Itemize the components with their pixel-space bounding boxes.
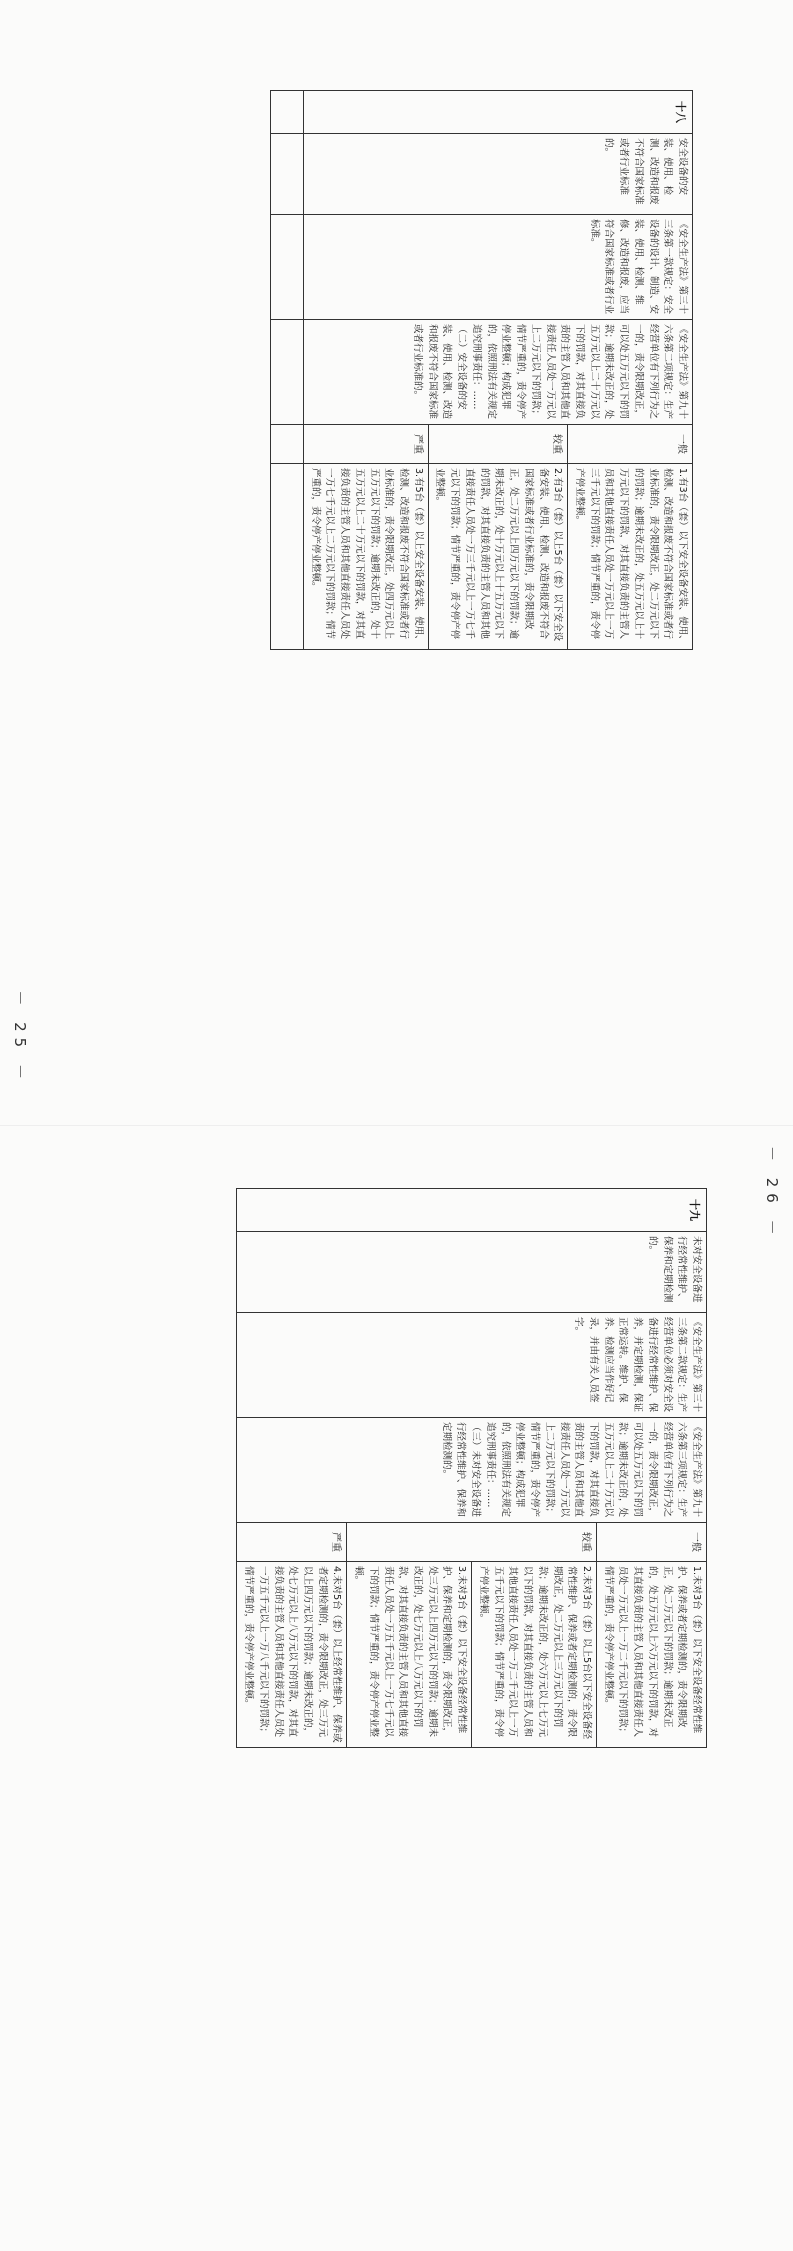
blank-table-row xyxy=(271,91,304,650)
rotated-page-content xyxy=(0,1126,793,2251)
legal-basis: 《安全生产法》第三十三条第一款规定：安全设备的设计、制造、安装、使用、检测、维修、改造和报废，应当符合国家标准或者行业标准。 xyxy=(304,215,693,320)
penalty-table xyxy=(236,1188,707,1748)
page-number: － 25 － xyxy=(11,990,29,1085)
document-page-26 xyxy=(0,1125,793,2251)
penalty-standard: 3.未对3台（套）以下安全设备经常性维护、保养和定期检测的，责令限期改正，处三万元以上四万元以下的罚款；逾期未改正的，处七万元以上八万元以下的罚款，对其直接负责的主管人员和其他直接责任人员处一万五千元以上一万七千元以下的罚款；情节严重的，责令停产停业整顿。 xyxy=(347,1562,472,1748)
rotated-page-content xyxy=(0,0,793,1125)
penalty-provision: 《安全生产法》第九十六条第三项规定：生产经营单位有下列行为之一的，责令限期改正，可以处五万元以下的罚款；逾期未改正的，处五万元以上二十万元以下的罚款，对其直接负责的主管人员和其他直接责任人员处一万元以上二万元以下的罚款；情节严重的，责令停产停业整顿；构成犯罪的，依照刑法有关规定追究刑事责任：……（三）未对安全设备进行经常性维护、保养和定期检测的。 xyxy=(237,1418,707,1523)
penalty-standard: 2.未对3台（套）以上5台以下安全设备经常性维护、保养或者定期检测的，责令限期改正，处二万元以上三万元以下的罚款；逾期未改正的，处六万元以上七万元以下的罚款，对其直接负责的主管人员和其他直接责任人员处一万二千元以上一万五千元以下的罚款；情节严重的，责令停产停业整顿。 xyxy=(472,1562,597,1748)
row-number: 十九 xyxy=(237,1189,707,1232)
penalty-standard: 1.未对3台（套）以下安全设备经常性维护、保养或者定期检测的，责令限期改正，处二万元以下的罚款；逾期未改正的，处五万元以上六万元以下的罚款，对其直接负责的主管人员和其他直接责任人员处一万元以上一万二千元以下的罚款；情节严重的，责令停产停业整顿。 xyxy=(596,1562,706,1748)
severity-level: 较重 xyxy=(347,1523,597,1562)
penalty-standard: 2.有3台（套）以上5台（套）以下安全设备安装、使用、检测、改造和报废不符合国家标准或者行业标准的，责令限期改正，处二万元以上四万元以下的罚款；逾期未改正的，处十万元以上十五万元以下的罚款，对其直接负责的主管人员和其他直接责任人员处一万三千元以上一万七千元以下的罚款；情节严重的，责令停产停业整顿。 xyxy=(428,464,567,650)
penalty-standard: 1.有3台（套）以下安全设备安装、使用、检测、改造和报废不符合国家标准或者行业标准的，责令限期改正，处二万元以下的罚款；逾期未改正的，处五万元以上十万元以下的罚款，对其直接负责的主管人员和其他直接责任人员处一万元以上一万三千元以下的罚款；情节严重的，责令停产停业整顿。 xyxy=(568,464,693,650)
severity-level: 较重 xyxy=(428,425,567,464)
penalty-provision: 《安全生产法》第九十六条第二项规定：生产经营单位有下列行为之一的，责令限期改正，可以处五万元以下的罚款；逾期未改正的，处五万元以上二十万元以下的罚款，对其直接负责的主管人员和其他直接责任人员处一万元以上二万元以下的罚款；情节严重的，责令停产停业整顿；构成犯罪的，依照刑法有关规定追究刑事责任：……（二）安全设备的安装、使用、检测、改造和报废不符合国家标准或者行业标准的。 xyxy=(304,320,693,425)
legal-basis: 《安全生产法》第三十三条第二款规定：生产经营单位必须对安全设备进行经常性维护、保养，并定期检测，保证正常运转。维护、保养、检测应当作好记录，并由有关人员签字。 xyxy=(237,1313,707,1418)
violation-item: 未对安全设备进行经常性维护、保养和定期检测的。 xyxy=(237,1232,707,1313)
penalty-standard: 3.有5台（套）以上安全设备安装、使用、检测、改造和报废不符合国家标准或者行业标准的，责令限期改正，处四万元以上五万元以下的罚款；逾期未改正的，处十五万元以上二十万元以下的罚款，对其直接负责的主管人员和其他直接责任人员处一万七千元以上二万元以下的罚款；情节严重的，责令停产停业整顿。 xyxy=(304,464,429,650)
violation-item: 安全设备的安装、使用、检测、改造和报废不符合国家标准或者行业标准的。 xyxy=(304,134,693,215)
severity-level: 严重 xyxy=(304,425,429,464)
severity-level: 一般 xyxy=(568,425,693,464)
penalty-table xyxy=(270,90,693,650)
severity-level: 一般 xyxy=(596,1523,706,1562)
row-number: 十八 xyxy=(304,91,693,134)
penalty-standard: 4.未对5台（套）以上经常性维护、保养或者定期检测的，责令限期改正，处三万元以上四万元以下的罚款；逾期未改正的，处七万元以上八万元以下的罚款，对其直接负责的主管人员和其他直接责任人员处一万五千元以上一万八千元以下的罚款；情节严重的，责令停产停业整顿。 xyxy=(237,1562,347,1748)
severity-level: 严重 xyxy=(237,1523,347,1562)
document-page-25 xyxy=(0,0,793,1125)
page-number: － 26 － xyxy=(763,1146,781,1241)
